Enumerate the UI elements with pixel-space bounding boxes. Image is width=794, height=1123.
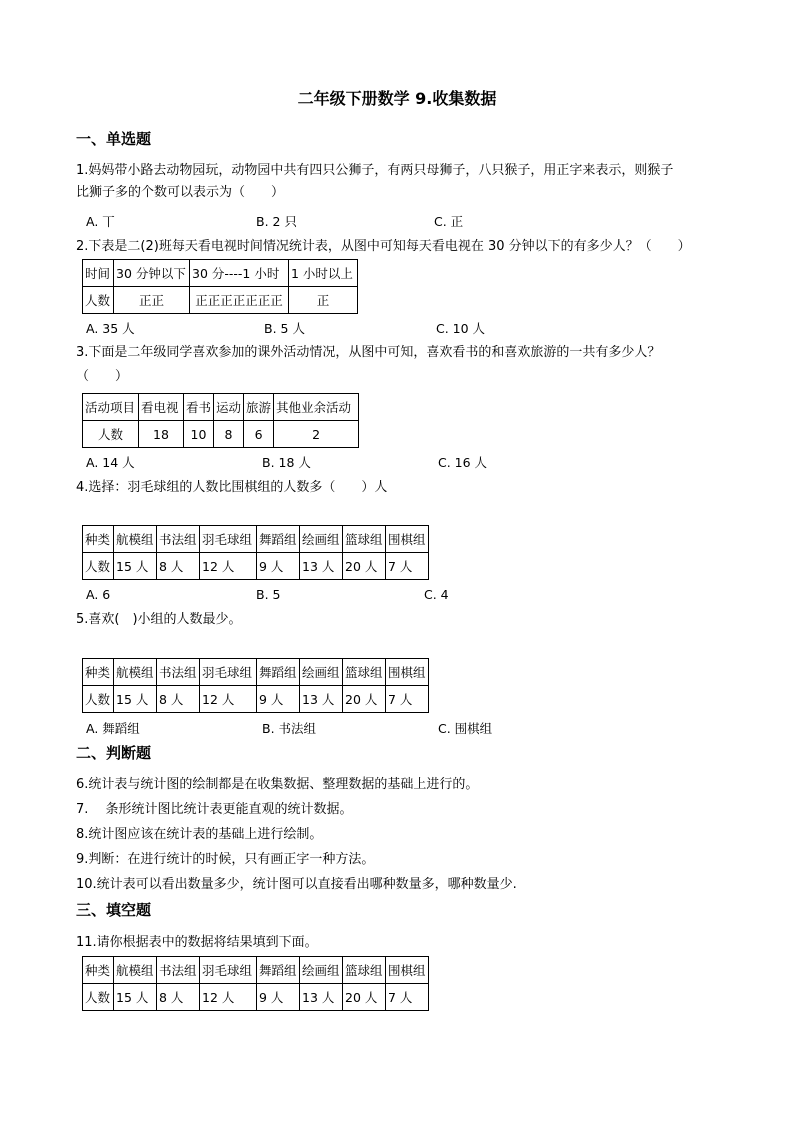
table-cell: 种类 <box>83 957 114 984</box>
question-5-table <box>82 658 429 713</box>
table-cell: 12 人 <box>200 984 257 1011</box>
table-cell: 正正 <box>114 287 190 314</box>
question-1-line-2: 比狮子多的个数可以表示为（ ） <box>76 185 285 200</box>
table-row <box>83 287 358 314</box>
section-heading-single-choice: 一、单选题 <box>76 130 152 148</box>
table-cell: 篮球组 <box>343 526 386 553</box>
table-header-row <box>83 659 429 686</box>
table-cell: 9 人 <box>257 553 300 580</box>
table-cell: 15 人 <box>114 686 157 713</box>
question-1-line-1: 1.妈妈带小路去动物园玩，动物园中共有四只公狮子，有两只母狮子，八只猴子，用正字来表示，则猴子 <box>76 163 674 178</box>
table-cell: 7 人 <box>386 686 429 713</box>
table-cell: 篮球组 <box>343 957 386 984</box>
table-row <box>83 686 429 713</box>
table-cell: 10 <box>184 421 214 448</box>
question-4-text: 4.选择：羽毛球组的人数比围棋组的人数多（ ）人 <box>76 480 388 495</box>
question-2-option-a: A. 35 人 <box>86 321 135 336</box>
question-5-option-c: C. 围棋组 <box>438 721 493 736</box>
table-cell: 种类 <box>83 659 114 686</box>
table-cell: 种类 <box>83 526 114 553</box>
table-cell: 正 <box>289 287 358 314</box>
table-cell: 航模组 <box>114 659 157 686</box>
table-cell: 时间 <box>83 260 114 287</box>
table-cell: 绘画组 <box>300 526 343 553</box>
table-cell: 9 人 <box>257 686 300 713</box>
table-cell: 13 人 <box>300 553 343 580</box>
table-cell: 1 小时以上 <box>289 260 358 287</box>
question-4-table <box>82 525 429 580</box>
question-2-text: 2.下表是二(2)班每天看电视时间情况统计表，从图中可知每天看电视在 30 分钟以下的有多少人？（ ） <box>76 239 691 254</box>
question-1-option-a: A. 丅 <box>86 214 115 229</box>
table-cell: 绘画组 <box>300 957 343 984</box>
table-cell: 人数 <box>83 287 114 314</box>
table-cell: 旅游 <box>244 394 274 421</box>
table-cell: 书法组 <box>157 526 200 553</box>
question-5-option-a: A. 舞蹈组 <box>86 721 140 736</box>
table-cell: 30 分----1 小时 <box>190 260 289 287</box>
table-cell: 8 人 <box>157 686 200 713</box>
question-11-text: 11.请你根据表中的数据将结果填到下面。 <box>76 935 318 950</box>
table-header-row <box>83 260 358 287</box>
table-cell: 羽毛球组 <box>200 526 257 553</box>
table-cell: 2 <box>274 421 359 448</box>
table-cell: 18 <box>139 421 184 448</box>
table-cell: 30 分钟以下 <box>114 260 190 287</box>
table-cell: 看书 <box>184 394 214 421</box>
table-cell: 人数 <box>83 686 114 713</box>
table-cell: 人数 <box>83 553 114 580</box>
table-header-row <box>83 394 359 421</box>
table-cell: 航模组 <box>114 957 157 984</box>
table-cell: 人数 <box>83 984 114 1011</box>
page-title: 二年级下册数学 9.收集数据 <box>297 89 497 108</box>
table-cell: 8 人 <box>157 553 200 580</box>
table-cell: 15 人 <box>114 553 157 580</box>
question-5-text: 5.喜欢( )小组的人数最少。 <box>76 612 242 627</box>
section-heading-fill-blank: 三、填空题 <box>76 901 152 919</box>
table-row <box>83 984 429 1011</box>
table-cell: 羽毛球组 <box>200 659 257 686</box>
table-row <box>83 421 359 448</box>
table-header-row <box>83 957 429 984</box>
table-cell: 篮球组 <box>343 659 386 686</box>
question-5-option-b: B. 书法组 <box>262 721 317 736</box>
table-cell: 13 人 <box>300 686 343 713</box>
table-row <box>83 553 429 580</box>
question-11-table <box>82 956 429 1011</box>
table-cell: 羽毛球组 <box>200 957 257 984</box>
question-3-option-c: C. 16 人 <box>438 455 488 470</box>
table-cell: 8 人 <box>157 984 200 1011</box>
table-cell: 7 人 <box>386 984 429 1011</box>
question-1-option-c: C. 正 <box>434 214 464 229</box>
question-3-table <box>82 393 359 448</box>
table-cell: 7 人 <box>386 553 429 580</box>
table-cell: 航模组 <box>114 526 157 553</box>
table-cell: 围棋组 <box>386 957 429 984</box>
table-cell: 围棋组 <box>386 526 429 553</box>
table-cell: 20 人 <box>343 686 386 713</box>
section-heading-judgement: 二、判断题 <box>76 744 152 762</box>
judge-question-10: 10.统计表可以看出数量多少，统计图可以直接看出哪种数量多，哪种数量少. <box>76 877 517 892</box>
table-cell: 20 人 <box>343 984 386 1011</box>
question-2-option-c: C. 10 人 <box>436 321 486 336</box>
table-cell: 其他业余活动 <box>274 394 359 421</box>
table-cell: 6 <box>244 421 274 448</box>
table-header-row <box>83 526 429 553</box>
judge-question-6: 6.统计表与统计图的绘制都是在收集数据、整理数据的基础上进行的。 <box>76 777 479 792</box>
question-3-option-b: B. 18 人 <box>262 455 311 470</box>
question-2-table <box>82 259 358 314</box>
table-cell: 20 人 <box>343 553 386 580</box>
table-cell: 8 <box>214 421 244 448</box>
table-cell: 12 人 <box>200 553 257 580</box>
question-4-option-c: C. 4 <box>424 587 449 602</box>
question-1-option-b: B. 2 只 <box>256 214 297 229</box>
table-cell: 舞蹈组 <box>257 957 300 984</box>
table-cell: 书法组 <box>157 659 200 686</box>
table-cell: 12 人 <box>200 686 257 713</box>
question-3-option-a: A. 14 人 <box>86 455 135 470</box>
judge-question-7: 7. 条形统计图比统计表更能直观的统计数据。 <box>76 802 353 817</box>
question-4-option-b: B. 5 <box>256 587 281 602</box>
table-cell: 人数 <box>83 421 139 448</box>
question-3-line-1: 3.下面是二年级同学喜欢参加的课外活动情况，从图中可知，喜欢看书的和喜欢旅游的一共有多少人？ <box>76 345 661 360</box>
table-cell: 15 人 <box>114 984 157 1011</box>
table-cell: 看电视 <box>139 394 184 421</box>
table-cell: 舞蹈组 <box>257 526 300 553</box>
table-cell: 舞蹈组 <box>257 659 300 686</box>
judge-question-8: 8.统计图应该在统计表的基础上进行绘制。 <box>76 827 323 842</box>
table-cell: 9 人 <box>257 984 300 1011</box>
question-2-option-b: B. 5 人 <box>264 321 305 336</box>
question-4-option-a: A. 6 <box>86 587 111 602</box>
table-cell: 13 人 <box>300 984 343 1011</box>
question-3-line-2: （ ） <box>76 369 129 384</box>
table-cell: 正正正正正正正 <box>190 287 289 314</box>
table-cell: 围棋组 <box>386 659 429 686</box>
table-cell: 书法组 <box>157 957 200 984</box>
table-cell: 活动项目 <box>83 394 139 421</box>
table-cell: 绘画组 <box>300 659 343 686</box>
judge-question-9: 9.判断：在进行统计的时候，只有画正字一种方法。 <box>76 852 375 867</box>
table-cell: 运动 <box>214 394 244 421</box>
